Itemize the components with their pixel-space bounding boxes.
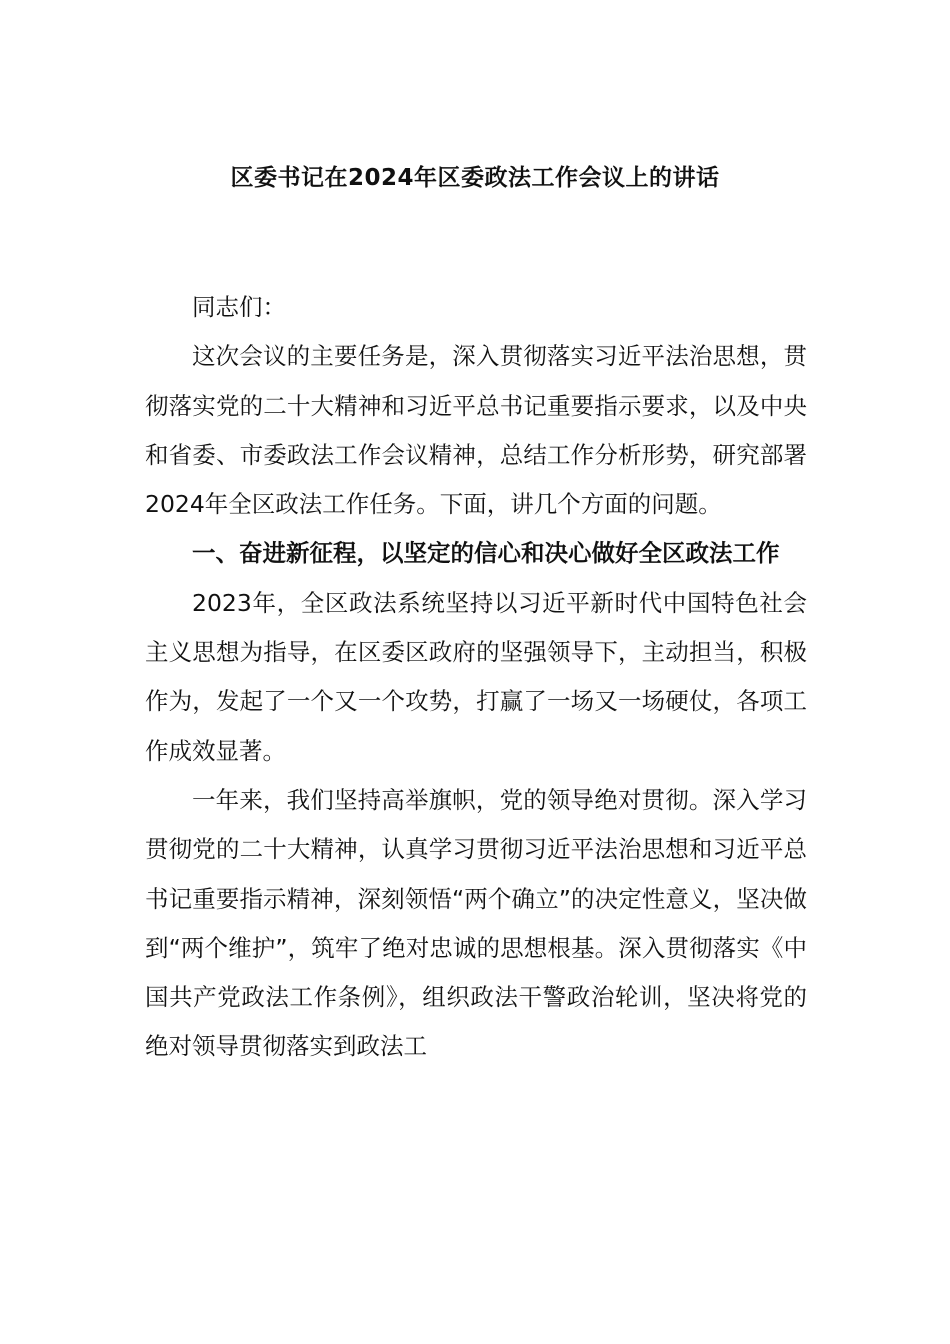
salutation-paragraph: 同志们： <box>192 293 286 321</box>
document-body <box>145 283 807 1072</box>
intro-paragraph: 这次会议的主要任务是，深入贯彻落实习近平法治思想，贯彻落实党的二十大精神和习近平总书记重要指示要求，以及中央和省委、市委政法工作会议精神，总结工作分析形势，研究部署2024年全区政法工作任务。下面，讲几个方面的问题。 <box>145 342 807 519</box>
achievements-paragraph: 一年来，我们坚持高举旗帜，党的领导绝对贯彻。深入学习贯彻党的二十大精神，认真学习贯彻习近平法治思想和习近平总书记重要指示精神，深刻领悟“两个确立”的决定性意义，坚决做到“两个维护”，筑牢了绝对忠诚的思想根基。深入贯彻落实《中国共产党政法工作条例》，组织政法干警政治轮训，坚决将党的绝对领导贯彻落实到政法工 <box>145 785 807 1061</box>
document-title: 区委书记在2024年区委政法工作会议上的讲话 <box>230 165 720 191</box>
section-heading-1: 一、奋进新征程，以坚定的信心和决心做好全区政法工作 <box>192 539 780 568</box>
summary-paragraph: 2023年，全区政法系统坚持以习近平新时代中国特色社会主义思想为指导，在区委区政府的坚强领导下，主动担当，积极作为，发起了一个又一个攻势，打赢了一场又一场硬仗，各项工作成效显著。 <box>145 588 807 765</box>
